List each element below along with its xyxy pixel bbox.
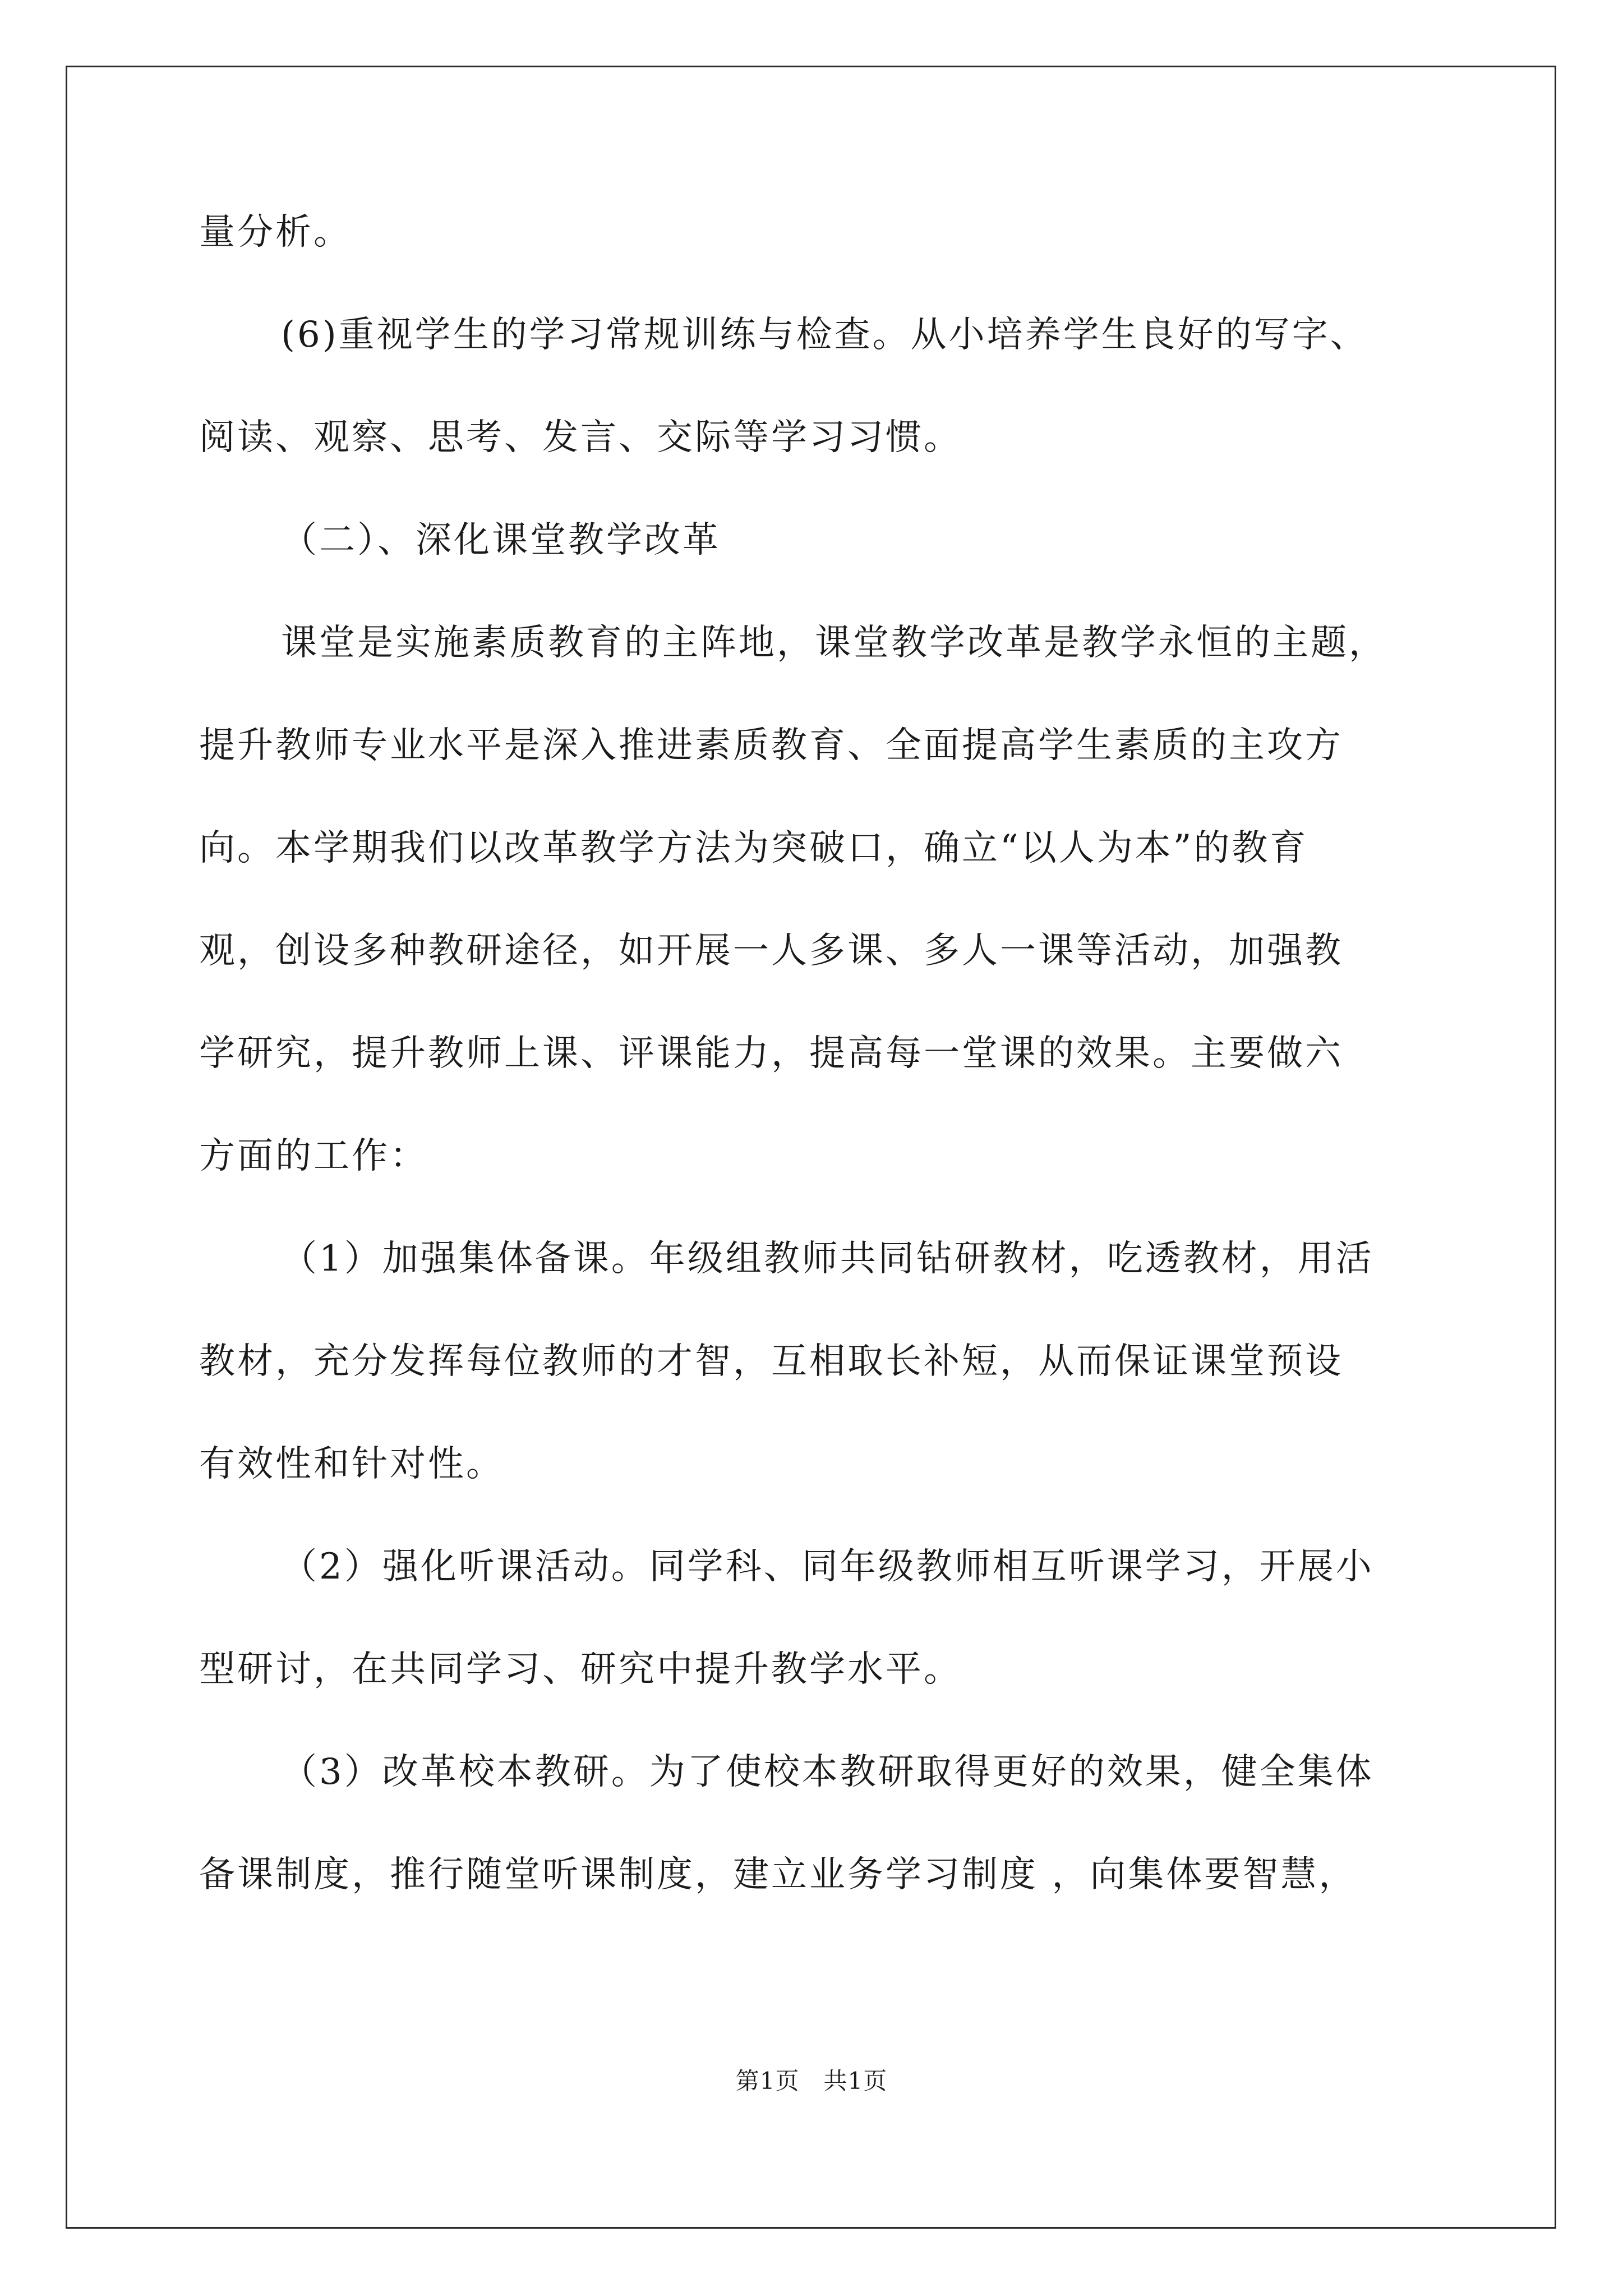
text-line: 有效性和针对性。 xyxy=(199,1443,504,1485)
text-line: 备课制度，推行随堂听课制度，建立业务学习制度 ，向集体要智慧， xyxy=(199,1854,1357,1895)
text-line: 观，创设多种教研途径，如开展一人多课、多人一课等活动，加强教 xyxy=(199,930,1343,972)
text-line: 提升教师专业水平是深入推进素质教育、全面提高学生素质的主攻方 xyxy=(199,725,1343,766)
text-line: (6)重视学生的学习常规训练与检查。从小培养学生良好的写字、 xyxy=(281,314,1368,356)
page-footer: 第1页 共1页 xyxy=(735,2067,888,2095)
text-line: （2）强化听课活动。同学科、同年级教师相互听课学习，开展小 xyxy=(281,1546,1374,1588)
text-line: 向。本学期我们以改革教学方法为突破口，确立“以人为本”的教育 xyxy=(199,827,1308,869)
document-body xyxy=(199,206,1427,1901)
text-line: 量分析。 xyxy=(199,211,352,253)
text-line: （1）加强集体备课。年级组教师共同钻研教材，吃透教材，用活 xyxy=(281,1238,1374,1280)
text-line: 课堂是实施素质教育的主阵地，课堂教学改革是教学永恒的主题， xyxy=(281,622,1387,664)
text-line: （3）改革校本教研。为了使校本教研取得更好的效果，健全集体 xyxy=(281,1751,1374,1793)
section-heading: （二）、深化课堂教学改革 xyxy=(281,519,721,561)
text-line: 方面的工作： xyxy=(199,1135,428,1177)
text-line: 型研讨，在共同学习、研究中提升教学水平。 xyxy=(199,1649,962,1690)
text-line: 阅读、观察、思考、发言、交际等学习习惯。 xyxy=(199,417,962,458)
text-line: 教材，充分发挥每位教师的才智，互相取长补短，从而保证课堂预设 xyxy=(199,1341,1343,1382)
text-line: 学研究，提升教师上课、评课能力，提高每一堂课的效果。主要做六 xyxy=(199,1033,1343,1074)
